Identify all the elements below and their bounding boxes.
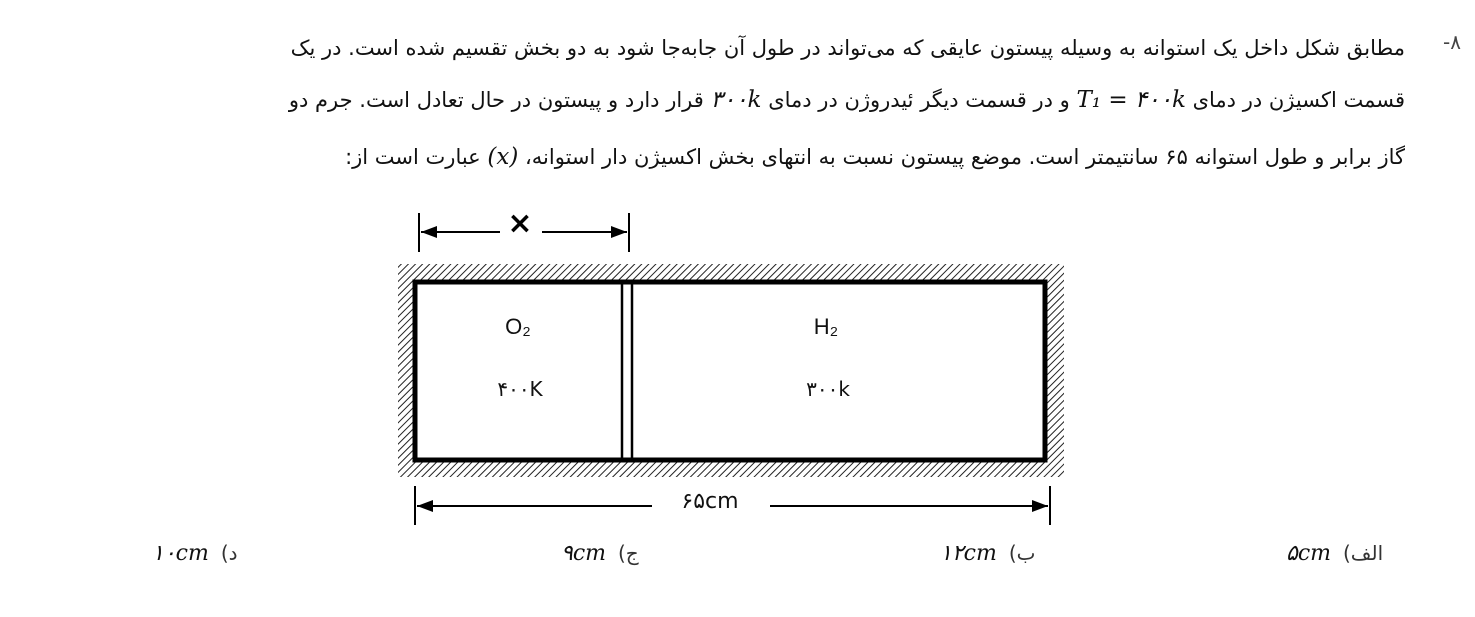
cylinder-interior (415, 282, 1045, 460)
length-arrow-left-head (417, 500, 433, 512)
temp-left-label: ۴۰۰K (497, 377, 543, 401)
line3-text-a: گاز برابر و طول استوانه ۶۵ سانتیمتر است. موضع پیستون نسبت به انتهای بخش اکسیژن دار استوانه، (525, 145, 1405, 169)
line2-text-b: و در قسمت دیگر ئیدروژن در دمای (768, 88, 1070, 112)
option-dal-value: ۱۰cm (152, 541, 209, 566)
length-dimension-label: ۶۵cm (681, 489, 739, 514)
x-arrow-right-head (611, 226, 627, 238)
option-alef-value: ۵cm (1286, 541, 1331, 566)
line2-math-t1: T₁ = ۴۰۰k (1076, 87, 1186, 113)
length-arrow-right-head (1032, 500, 1048, 512)
line2-text-a: قسمت اکسیژن در دمای (1192, 88, 1405, 112)
gas-right-label: H₂ (813, 314, 839, 339)
question-line-1: مطابق شکل داخل یک استوانه به وسیله پیستون عایقی که می‌تواند در طول آن جابه‌جا شود به دو بخش تقسیم شده است. در یک (290, 36, 1405, 60)
option-alef-label: الف) (1343, 541, 1384, 565)
x-arrow-left-head (421, 226, 437, 238)
x-dimension-label: × (507, 206, 533, 241)
line3-text-b: عبارت است از: (345, 145, 481, 169)
option-dal[interactable] (152, 541, 238, 566)
gas-left-label: O₂ (505, 314, 531, 339)
question-number: -۸ (1443, 30, 1461, 54)
option-jim-label: ج) (618, 541, 639, 565)
option-jim[interactable] (561, 541, 639, 566)
option-alef[interactable] (1286, 541, 1383, 566)
option-dal-label: د) (220, 541, 238, 565)
option-be-value: ۱۲cm (940, 541, 997, 566)
line3-math-x: (x) (487, 144, 519, 170)
option-be-label: ب) (1008, 541, 1036, 565)
line2-text-c: قرار دارد و پیستون در حال تعادل است. جرم دو (288, 88, 704, 112)
temp-right-label: ۳۰۰k (806, 377, 850, 401)
option-jim-value: ۹cm (561, 541, 606, 566)
line2-math-t2: ۳۰۰k (710, 87, 762, 113)
option-be[interactable] (940, 541, 1035, 566)
